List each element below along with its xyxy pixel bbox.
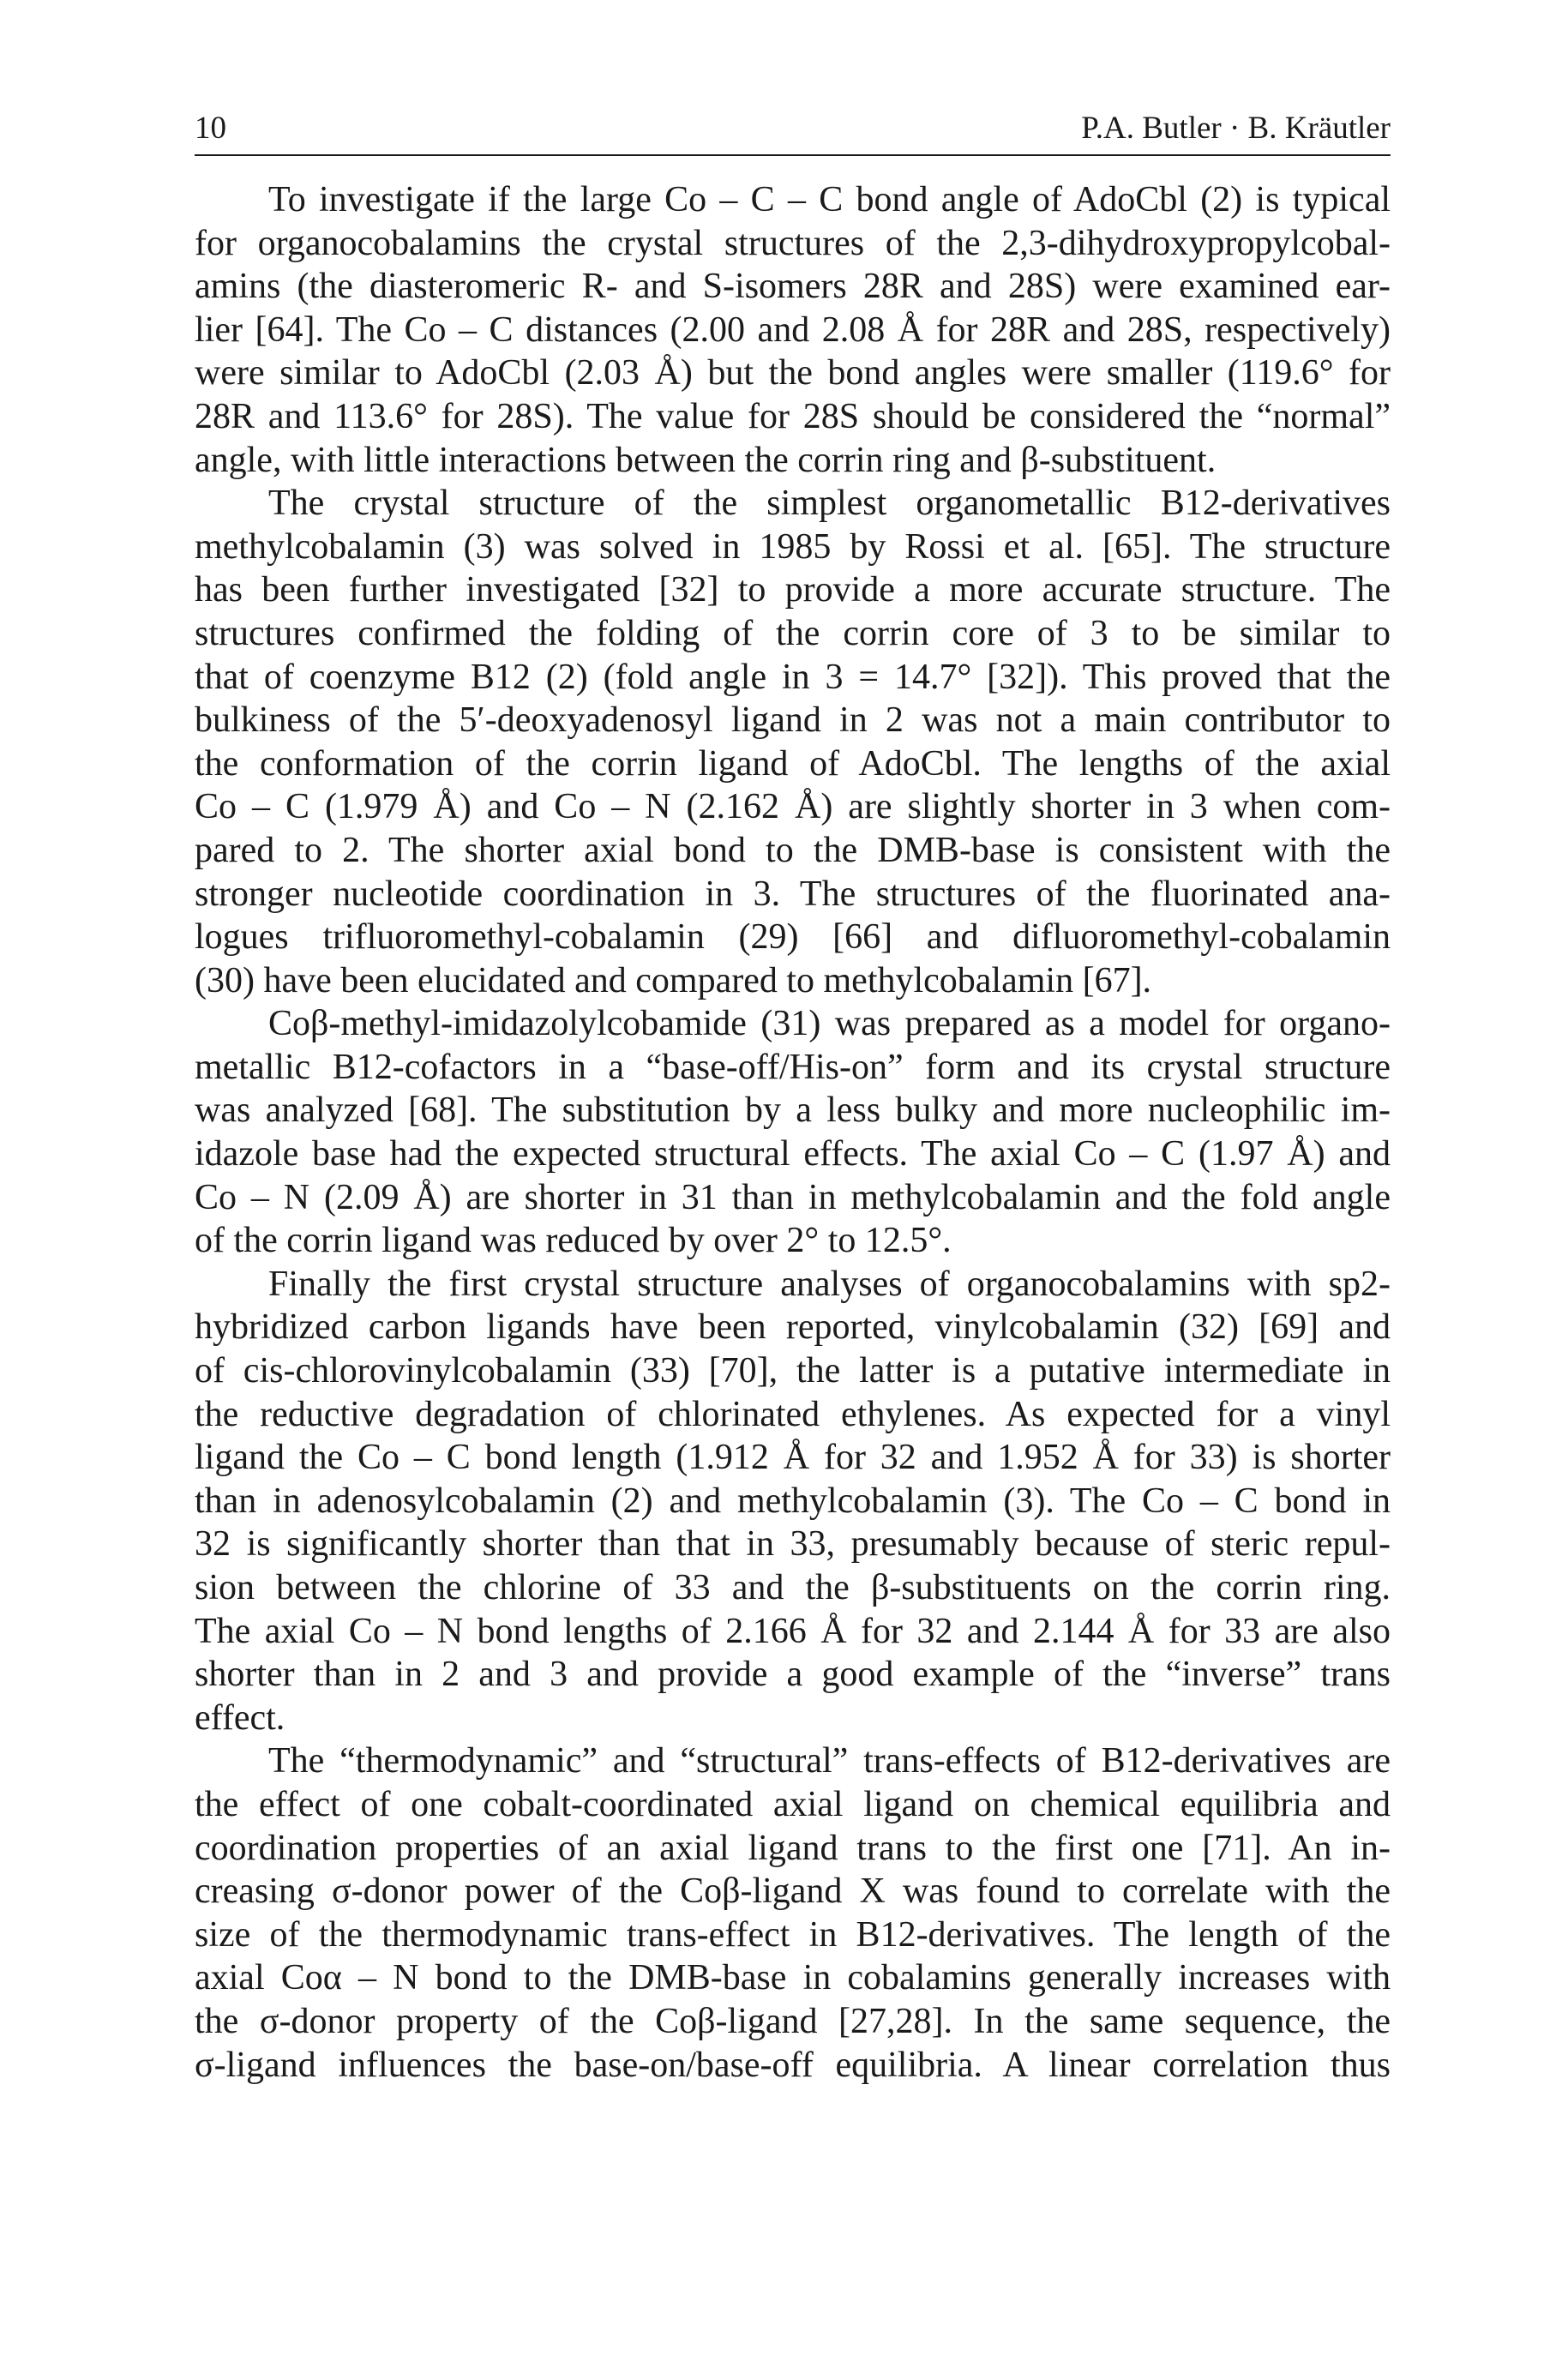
text-line: bulkiness of the 5′-deoxyadenosyl ligand in 2 was not a main contributor to (195, 700, 1391, 741)
paragraph (195, 1739, 1391, 2087)
text-line: angle, with little interactions between the corrin ring and β-substituent. (195, 440, 1217, 480)
paragraph (195, 1263, 1391, 1740)
text-line: pared to 2. The shorter axial bond to the DMB-base is consistent with the (195, 830, 1391, 870)
text-line: metallic B12-cofactors in a “base-off/His-on” form and its crystal structure (195, 1047, 1391, 1087)
running-header (195, 110, 1391, 156)
paragraph (195, 1002, 1391, 1263)
text-line: size of the thermodynamic trans-effect in B12-derivatives. The length of the (195, 1914, 1391, 1955)
text-line: To investigate if the large Co – C – C bond angle of AdoCbl (2) is typical (268, 180, 1391, 219)
text-line: the conformation of the corrin ligand of AdoCbl. The lengths of the axial (195, 743, 1391, 784)
text-line: coordination properties of an axial ligand trans to the first one [71]. An in- (195, 1828, 1391, 1868)
text-line: of the corrin ligand was reduced by over 2° to 12.5°. (195, 1221, 952, 1261)
page-number: 10 (195, 111, 226, 146)
text-line: The axial Co – N bond lengths of 2.166 Å for 32 and 2.144 Å for 33 are also (195, 1611, 1391, 1651)
text-line: was analyzed [68]. The substitution by a less bulky and more nucleophilic im- (195, 1090, 1391, 1131)
page (195, 110, 1391, 2087)
body-text (195, 178, 1391, 2087)
text-line: stronger nucleotide coordination in 3. The structures of the fluorinated ana- (195, 874, 1391, 914)
text-line: axial Coα – N bond to the DMB-base in cobalamins generally increases with (195, 1958, 1391, 1998)
text-line: (30) have been elucidated and compared to methylcobalamin [67]. (195, 960, 1152, 1000)
text-line: methylcobalamin (3) was solved in 1985 by Rossi et al. [65]. The structure (195, 526, 1391, 567)
text-line: 32 is significantly shorter than that in 33, presumably because of steric repul- (195, 1524, 1391, 1565)
text-line: sion between the chlorine of 33 and the β-substituents on the corrin ring. (195, 1568, 1391, 1607)
text-line: has been further investigated [32] to provide a more accurate structure. The (195, 570, 1391, 610)
text-line: structures confirmed the folding of the corrin core of 3 to be similar to (195, 613, 1391, 653)
paragraph (195, 178, 1391, 482)
text-line: idazole base had the expected structural effects. The axial Co – C (1.97 Å) and (195, 1134, 1391, 1174)
text-line: effect. (195, 1697, 285, 1738)
text-line: Finally the first crystal structure analyses of organocobalamins with sp2- (268, 1264, 1391, 1304)
text-line: ligand the Co – C bond length (1.912 Å for 32 and 1.952 Å for 33) is shorter (195, 1438, 1391, 1478)
text-line: 28R and 113.6° for 28S). The value for 28S should be considered the “normal” (195, 396, 1391, 436)
text-line: Coβ-methyl-imidazolylcobamide (31) was prepared as a model for organo- (268, 1004, 1391, 1044)
text-line: hybridized carbon ligands have been reported, vinylcobalamin (32) [69] and (195, 1307, 1391, 1348)
text-line: lier [64]. The Co – C distances (2.00 and 2.08 Å for 28R and 28S, respectively) (195, 309, 1391, 350)
text-line: the σ-donor property of the Coβ-ligand [27,28]. In the same sequence, the (195, 2001, 1391, 2041)
text-line: creasing σ-donor power of the Coβ-ligand X was found to correlate with the (195, 1871, 1391, 1912)
text-line: for organocobalamins the crystal structures of the 2,3-dihydroxypropylcobal- (195, 223, 1391, 263)
text-line: shorter than in 2 and 3 and provide a good example of the “inverse” trans (195, 1655, 1391, 1695)
text-line: than in adenosylcobalamin (2) and methylcobalamin (3). The Co – C bond in (195, 1481, 1391, 1521)
paragraph (195, 482, 1391, 1002)
text-line: of cis-chlorovinylcobalamin (33) [70], the latter is a putative intermediate in (195, 1351, 1391, 1391)
text-line: The crystal structure of the simplest organometallic B12-derivatives (268, 484, 1391, 524)
text-line: logues trifluoromethyl-cobalamin (29) [66] and difluoromethyl-cobalamin (195, 917, 1391, 958)
text-line: Co – N (2.09 Å) are shorter in 31 than in methylcobalamin and the fold angle (195, 1177, 1391, 1217)
text-line: amins (the diasteromeric R- and S-isomers 28R and 28S) were examined ear- (195, 267, 1391, 307)
text-line: the effect of one cobalt-coordinated axial ligand on chemical equilibria and (195, 1784, 1391, 1824)
text-line: Co – C (1.979 Å) and Co – N (2.162 Å) are slightly shorter in 3 when com- (195, 787, 1391, 827)
text-line: were similar to AdoCbl (2.03 Å) but the bond angles were smaller (119.6° for (195, 353, 1391, 393)
text-line: that of coenzyme B12 (2) (fold angle in 3 = 14.7° [32]). This proved that the (195, 657, 1391, 697)
text-line: the reductive degradation of chlorinated ethylenes. As expected for a vinyl (195, 1394, 1391, 1434)
text-line: σ-ligand influences the base-on/base-off equilibria. A linear correlation thus (195, 2045, 1391, 2085)
text-line: The “thermodynamic” and “structural” trans-effects of B12-derivatives are (268, 1741, 1391, 1781)
running-head-authors: P.A. Butler · B. Kräutler (1081, 111, 1391, 146)
